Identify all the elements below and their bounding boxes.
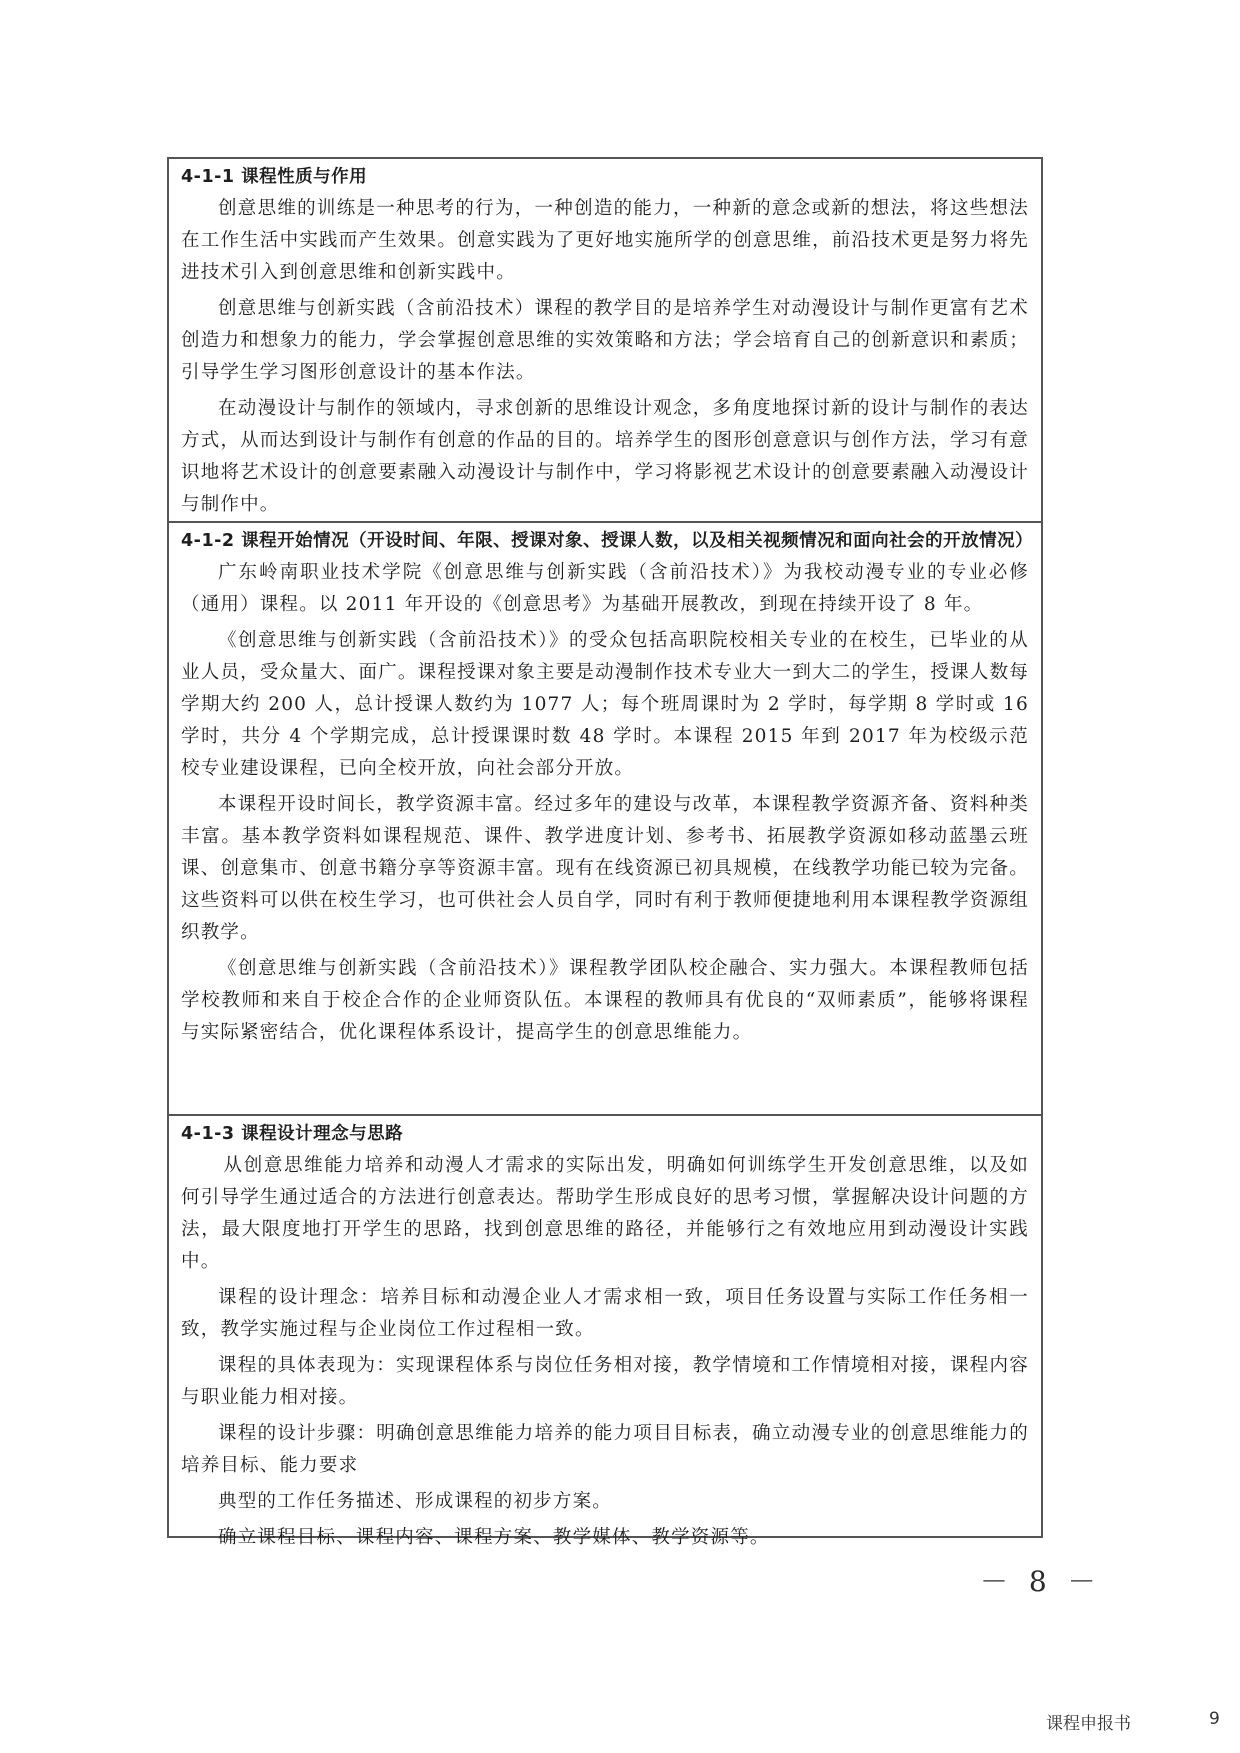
paragraph: 确立课程目标、课程内容、课程方案、教学媒体、教学资源等。 bbox=[218, 1527, 770, 1548]
paragraph: 课程的设计理念：培养目标和动漫企业人才需求相一致，项目任务设置与实际工作任务相一致，教学实施过程与企业岗位工作过程相一致。 bbox=[181, 1287, 1029, 1340]
paragraph: 《创意思维与创新实践（含前沿技术）》课程教学团队校企融合、实力强大。本课程教师包括学校教师和来自于校企合作的企业师资队伍。本课程的教师具有优良的“双师素质”，能够将课程与实际紧密结合，优化课程体系设计，提高学生的创意思维能力。 bbox=[181, 958, 1029, 1043]
paragraph: 广东岭南职业技术学院《创意思维与创新实践（含前沿技术）》为我校动漫专业的专业必修（通用）课程。以 2011 年开设的《创意思考》为基础开展教改，到现在持续开设了 8 年。 bbox=[181, 562, 1029, 615]
section-course-offering bbox=[169, 521, 1041, 1114]
paragraph: 在动漫设计与制作的领域内，寻求创新的思维设计观念，多角度地探讨新的设计与制作的表达方式，从而达到设计与制作有创意的作品的目的。培养学生的图形创意意识与创作方法，学习有意识地将艺术设计的创意要素融入动漫设计与制作中，学习将影视艺术设计的创意要素融入动漫设计与制作中。 bbox=[181, 398, 1029, 515]
section-heading: 4-1-3 课程设计理念与思路 bbox=[181, 1124, 404, 1144]
paragraph: 课程的具体表现为：实现课程体系与岗位任务相对接，教学情境和工作情境相对接，课程内容与职业能力相对接。 bbox=[181, 1355, 1029, 1408]
section-course-design bbox=[169, 1114, 1041, 1548]
section-heading: 4-1-2 课程开始情况（开设时间、年限、授课对象、授课人数，以及相关视频情况和面向社会的开放情况） bbox=[181, 531, 1034, 551]
paragraph: 课程的设计步骤：明确创意思维能力培养的能力项目目标表，确立动漫专业的创意思维能力的培养目标、能力要求 bbox=[181, 1423, 1029, 1476]
footer-page-number: 9 bbox=[1209, 1709, 1220, 1729]
page-number: － 8 － bbox=[980, 1565, 1102, 1598]
section-heading: 4-1-1 课程性质与作用 bbox=[181, 167, 368, 187]
paragraph: 典型的工作任务描述、形成课程的初步方案。 bbox=[218, 1491, 613, 1512]
paragraph: 创意思维与创新实践（含前沿技术）课程的教学目的是培养学生对动漫设计与制作更富有艺术创造力和想象力的能力，学会掌握创意思维的实效策略和方法；学会培育自己的创新意识和素质；引导学生学习图形创意设计的基本作法。 bbox=[181, 298, 1029, 383]
course-application-table bbox=[167, 157, 1043, 1548]
footer-title: 课程申报书 bbox=[1046, 1714, 1131, 1734]
paragraph: 《创意思维与创新实践（含前沿技术）》的受众包括高职院校相关专业的在校生，已毕业的从业人员，受众量大、面广。课程授课对象主要是动漫制作技术专业大一到大二的学生，授课人数每学期大约 200 人，总计授课人数约为 1077 人；每个班周课时为 2 学时，每学期 8 学时或 16 学时，共分 4 个学期完成，总计授课课时数 48 学时。本课程 2015 年到 2017 年为校级示范校专业建设课程，已向全校开放，向社会部分开放。 bbox=[181, 630, 1029, 779]
paragraph: 本课程开设时间长，教学资源丰富。经过多年的建设与改革，本课程教学资源齐备、资料种类丰富。基本教学资料如课程规范、课件、教学进度计划、参考书、拓展教学资源如移动蓝墨云班课、创意集市、创意书籍分享等资源丰富。现有在线资源已初具规模，在线教学功能已较为完备。这些资料可以供在校生学习，也可供社会人员自学，同时有利于教师便捷地利用本课程教学资源组织教学。 bbox=[181, 794, 1029, 943]
paragraph: 创意思维的训练是一种思考的行为，一种创造的能力，一种新的意念或新的想法，将这些想法在工作生活中实践而产生效果。创意实践为了更好地实施所学的创意思维，前沿技术更是努力将先进技术引入到创意思维和创新实践中。 bbox=[181, 198, 1029, 283]
section-course-nature bbox=[169, 159, 1041, 521]
paragraph: 从创意思维能力培养和动漫人才需求的实际出发，明确如何训练学生开发创意思维，以及如何引导学生通过适合的方法进行创意表达。帮助学生形成良好的思考习惯，掌握解决设计问题的方法，最大限度地打开学生的思路，找到创意思维的路径，并能够行之有效地应用到动漫设计实践中。 bbox=[181, 1155, 1029, 1272]
